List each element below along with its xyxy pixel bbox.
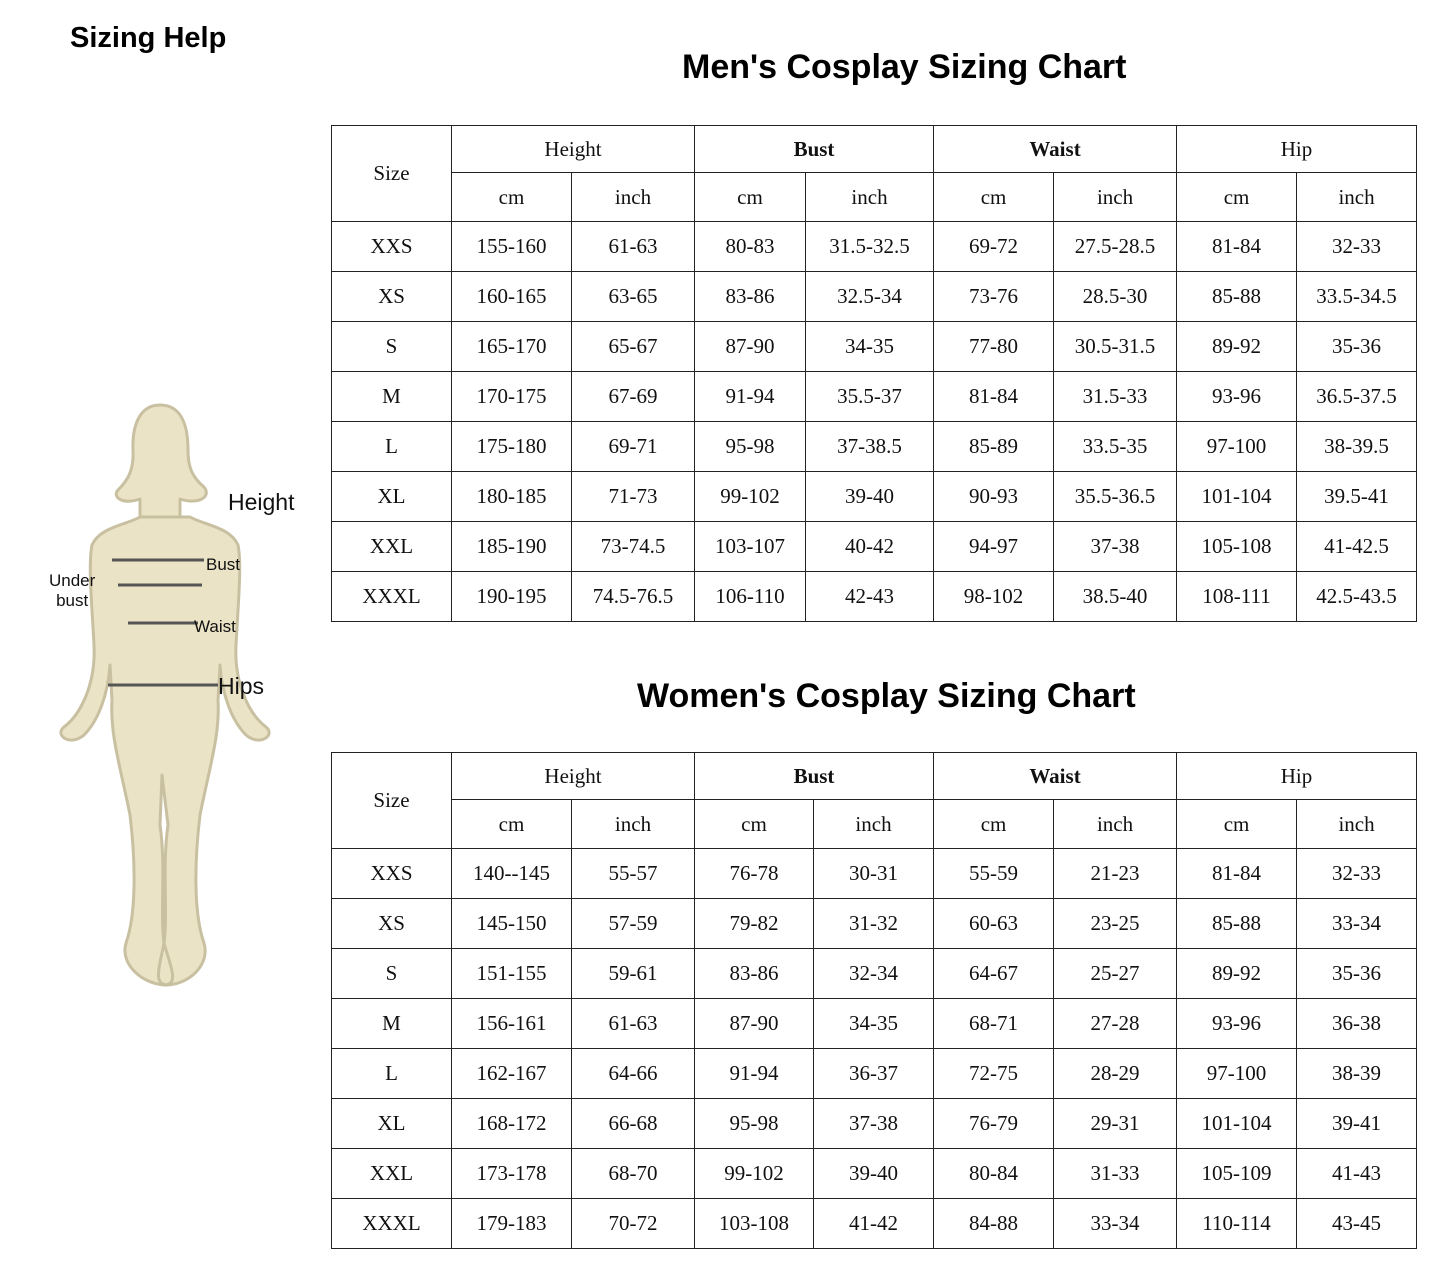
table-cell: 180-185 (452, 472, 572, 522)
table-cell: 41-42 (814, 1199, 934, 1249)
unit-header-cm: cm (1177, 800, 1297, 849)
table-cell: S (332, 949, 452, 999)
height-label: Height (228, 489, 295, 515)
table-row (332, 522, 1417, 572)
table-cell: 175-180 (452, 422, 572, 472)
table-row (332, 849, 1417, 899)
table-cell: 87-90 (695, 322, 806, 372)
table-cell: 29-31 (1054, 1099, 1177, 1149)
table-cell: 72-75 (934, 1049, 1054, 1099)
table-cell: 89-92 (1177, 322, 1297, 372)
table-row (332, 322, 1417, 372)
table-cell: 155-160 (452, 222, 572, 272)
table-cell: 165-170 (452, 322, 572, 372)
table-cell: 33.5-35 (1054, 422, 1177, 472)
table-cell: 35-36 (1297, 322, 1417, 372)
table-cell: 59-61 (572, 949, 695, 999)
table-cell: 31.5-33 (1054, 372, 1177, 422)
men-sizing-table (331, 125, 1417, 622)
table-row (332, 372, 1417, 422)
table-cell: L (332, 1049, 452, 1099)
table-cell: 68-71 (934, 999, 1054, 1049)
table-cell: 99-102 (695, 1149, 814, 1199)
unit-header-inch: inch (806, 173, 934, 222)
table-cell: 25-27 (1054, 949, 1177, 999)
table-cell: XXL (332, 1149, 452, 1199)
table-cell: XS (332, 899, 452, 949)
unit-header-cm: cm (452, 173, 572, 222)
table-row (332, 1049, 1417, 1099)
table-cell: XXL (332, 522, 452, 572)
table-cell: 95-98 (695, 1099, 814, 1149)
table-cell: XXS (332, 222, 452, 272)
table-cell: 33-34 (1054, 1199, 1177, 1249)
table-row (332, 472, 1417, 522)
table-cell: 64-66 (572, 1049, 695, 1099)
table-cell: 32.5-34 (806, 272, 934, 322)
table-cell: 61-63 (572, 222, 695, 272)
table-cell: 42.5-43.5 (1297, 572, 1417, 622)
table-cell: S (332, 322, 452, 372)
table-cell: 70-72 (572, 1199, 695, 1249)
size-header: Size (332, 753, 452, 849)
table-cell: 106-110 (695, 572, 806, 622)
waist-header: Waist (934, 126, 1177, 173)
table-cell: 190-195 (452, 572, 572, 622)
table-cell: 81-84 (934, 372, 1054, 422)
table-row (332, 272, 1417, 322)
table-cell: XL (332, 1099, 452, 1149)
bust-header: Bust (695, 753, 934, 800)
table-cell: 64-67 (934, 949, 1054, 999)
table-cell: 21-23 (1054, 849, 1177, 899)
table-row (332, 1099, 1417, 1149)
table-cell: 41-42.5 (1297, 522, 1417, 572)
table-cell: 68-70 (572, 1149, 695, 1199)
table-cell: 80-83 (695, 222, 806, 272)
table-cell: 173-178 (452, 1149, 572, 1199)
table-cell: 93-96 (1177, 999, 1297, 1049)
table-cell: 97-100 (1177, 422, 1297, 472)
unit-header-inch: inch (1054, 173, 1177, 222)
unit-header-inch: inch (572, 173, 695, 222)
table-cell: 34-35 (814, 999, 934, 1049)
table-cell: 98-102 (934, 572, 1054, 622)
size-header: Size (332, 126, 452, 222)
table-cell: 168-172 (452, 1099, 572, 1149)
table-cell: 28-29 (1054, 1049, 1177, 1099)
table-cell: 93-96 (1177, 372, 1297, 422)
table-cell: 31-32 (814, 899, 934, 949)
unit-header-inch: inch (572, 800, 695, 849)
table-cell: 35.5-37 (806, 372, 934, 422)
table-cell: 85-89 (934, 422, 1054, 472)
table-cell: 30.5-31.5 (1054, 322, 1177, 372)
bust-label: Bust (206, 555, 241, 574)
table-cell: 85-88 (1177, 899, 1297, 949)
hips-label: Hips (218, 673, 265, 699)
unit-header-cm: cm (1177, 173, 1297, 222)
unit-header-inch: inch (814, 800, 934, 849)
table-cell: 31.5-32.5 (806, 222, 934, 272)
table-cell: 89-92 (1177, 949, 1297, 999)
table-cell: 39-40 (806, 472, 934, 522)
table-cell: 97-100 (1177, 1049, 1297, 1099)
table-cell: 85-88 (1177, 272, 1297, 322)
table-cell: 74.5-76.5 (572, 572, 695, 622)
table-cell: 95-98 (695, 422, 806, 472)
table-row (332, 999, 1417, 1049)
table-cell: 160-165 (452, 272, 572, 322)
table-cell: 105-109 (1177, 1149, 1297, 1199)
table-cell: 87-90 (695, 999, 814, 1049)
underbust-label (49, 571, 95, 611)
table-cell: 99-102 (695, 472, 806, 522)
table-cell: 32-33 (1297, 849, 1417, 899)
table-cell: 77-80 (934, 322, 1054, 372)
underbust-label-line2: bust (56, 591, 89, 610)
table-cell: 61-63 (572, 999, 695, 1049)
table-cell: 81-84 (1177, 222, 1297, 272)
height-header: Height (452, 126, 695, 173)
table-cell: 32-33 (1297, 222, 1417, 272)
table-row (332, 222, 1417, 272)
table-cell: 76-79 (934, 1099, 1054, 1149)
table-cell: M (332, 999, 452, 1049)
table-cell: 41-43 (1297, 1149, 1417, 1199)
table-cell: 90-93 (934, 472, 1054, 522)
waist-label: Waist (194, 617, 236, 636)
table-cell: 185-190 (452, 522, 572, 572)
unit-header-cm: cm (695, 800, 814, 849)
table-row (332, 422, 1417, 472)
table-row (332, 899, 1417, 949)
table-cell: 73-74.5 (572, 522, 695, 572)
table-cell: 83-86 (695, 949, 814, 999)
waist-header: Waist (934, 753, 1177, 800)
men-chart-title: Men's Cosplay Sizing Chart (682, 48, 1127, 86)
table-row (332, 1199, 1417, 1249)
table-cell: 69-72 (934, 222, 1054, 272)
unit-header-cm: cm (452, 800, 572, 849)
body-silhouette-icon (40, 395, 330, 1005)
table-cell: 94-97 (934, 522, 1054, 572)
table-cell: 55-59 (934, 849, 1054, 899)
hip-header: Hip (1177, 753, 1417, 800)
women-chart-title: Women's Cosplay Sizing Chart (637, 677, 1136, 715)
table-cell: 73-76 (934, 272, 1054, 322)
table-cell: 76-78 (695, 849, 814, 899)
table-cell: M (332, 372, 452, 422)
table-cell: 145-150 (452, 899, 572, 949)
table-cell: 65-67 (572, 322, 695, 372)
table-row (332, 572, 1417, 622)
table-cell: 57-59 (572, 899, 695, 949)
table-cell: XXXL (332, 1199, 452, 1249)
table-cell: XL (332, 472, 452, 522)
table-cell: 179-183 (452, 1199, 572, 1249)
table-cell: 55-57 (572, 849, 695, 899)
table-cell: 101-104 (1177, 1099, 1297, 1149)
table-cell: 105-108 (1177, 522, 1297, 572)
table-cell: 151-155 (452, 949, 572, 999)
table-cell: L (332, 422, 452, 472)
table-cell: 35-36 (1297, 949, 1417, 999)
women-sizing-table (331, 752, 1417, 1249)
table-cell: 84-88 (934, 1199, 1054, 1249)
hip-header: Hip (1177, 126, 1417, 173)
table-cell: XXS (332, 849, 452, 899)
height-header: Height (452, 753, 695, 800)
table-cell: XS (332, 272, 452, 322)
table-cell: 23-25 (1054, 899, 1177, 949)
table-cell: 66-68 (572, 1099, 695, 1149)
table-cell: 110-114 (1177, 1199, 1297, 1249)
table-cell: 27-28 (1054, 999, 1177, 1049)
table-cell: 38.5-40 (1054, 572, 1177, 622)
table-cell: 37-38 (1054, 522, 1177, 572)
table-cell: 36-38 (1297, 999, 1417, 1049)
table-cell: 30-31 (814, 849, 934, 899)
table-cell: 35.5-36.5 (1054, 472, 1177, 522)
page-heading: Sizing Help (70, 22, 227, 54)
table-cell: 60-63 (934, 899, 1054, 949)
table-cell: 27.5-28.5 (1054, 222, 1177, 272)
table-cell: 170-175 (452, 372, 572, 422)
table-cell: 39-40 (814, 1149, 934, 1199)
table-cell: 37-38 (814, 1099, 934, 1149)
table-cell: 63-65 (572, 272, 695, 322)
table-cell: XXXL (332, 572, 452, 622)
table-cell: 38-39 (1297, 1049, 1417, 1099)
underbust-label-line1: Under (49, 571, 96, 590)
table-cell: 36.5-37.5 (1297, 372, 1417, 422)
table-cell: 39-41 (1297, 1099, 1417, 1149)
table-row (332, 1149, 1417, 1199)
table-cell: 162-167 (452, 1049, 572, 1099)
table-cell: 67-69 (572, 372, 695, 422)
table-cell: 43-45 (1297, 1199, 1417, 1249)
table-cell: 91-94 (695, 372, 806, 422)
body-measurement-figure (40, 395, 330, 1005)
table-cell: 91-94 (695, 1049, 814, 1099)
table-cell: 69-71 (572, 422, 695, 472)
table-cell: 140--145 (452, 849, 572, 899)
table-cell: 33-34 (1297, 899, 1417, 949)
unit-header-inch: inch (1297, 173, 1417, 222)
table-cell: 101-104 (1177, 472, 1297, 522)
table-row (332, 949, 1417, 999)
table-cell: 71-73 (572, 472, 695, 522)
table-cell: 38-39.5 (1297, 422, 1417, 472)
table-cell: 156-161 (452, 999, 572, 1049)
unit-header-cm: cm (695, 173, 806, 222)
table-cell: 31-33 (1054, 1149, 1177, 1199)
table-cell: 108-111 (1177, 572, 1297, 622)
unit-header-inch: inch (1054, 800, 1177, 849)
table-cell: 28.5-30 (1054, 272, 1177, 322)
table-cell: 83-86 (695, 272, 806, 322)
table-cell: 79-82 (695, 899, 814, 949)
table-cell: 39.5-41 (1297, 472, 1417, 522)
table-cell: 42-43 (806, 572, 934, 622)
unit-header-cm: cm (934, 800, 1054, 849)
table-cell: 40-42 (806, 522, 934, 572)
table-cell: 81-84 (1177, 849, 1297, 899)
table-cell: 33.5-34.5 (1297, 272, 1417, 322)
unit-header-inch: inch (1297, 800, 1417, 849)
table-cell: 34-35 (806, 322, 934, 372)
table-cell: 32-34 (814, 949, 934, 999)
table-cell: 36-37 (814, 1049, 934, 1099)
table-cell: 103-108 (695, 1199, 814, 1249)
table-cell: 80-84 (934, 1149, 1054, 1199)
bust-header: Bust (695, 126, 934, 173)
table-cell: 37-38.5 (806, 422, 934, 472)
unit-header-cm: cm (934, 173, 1054, 222)
table-cell: 103-107 (695, 522, 806, 572)
